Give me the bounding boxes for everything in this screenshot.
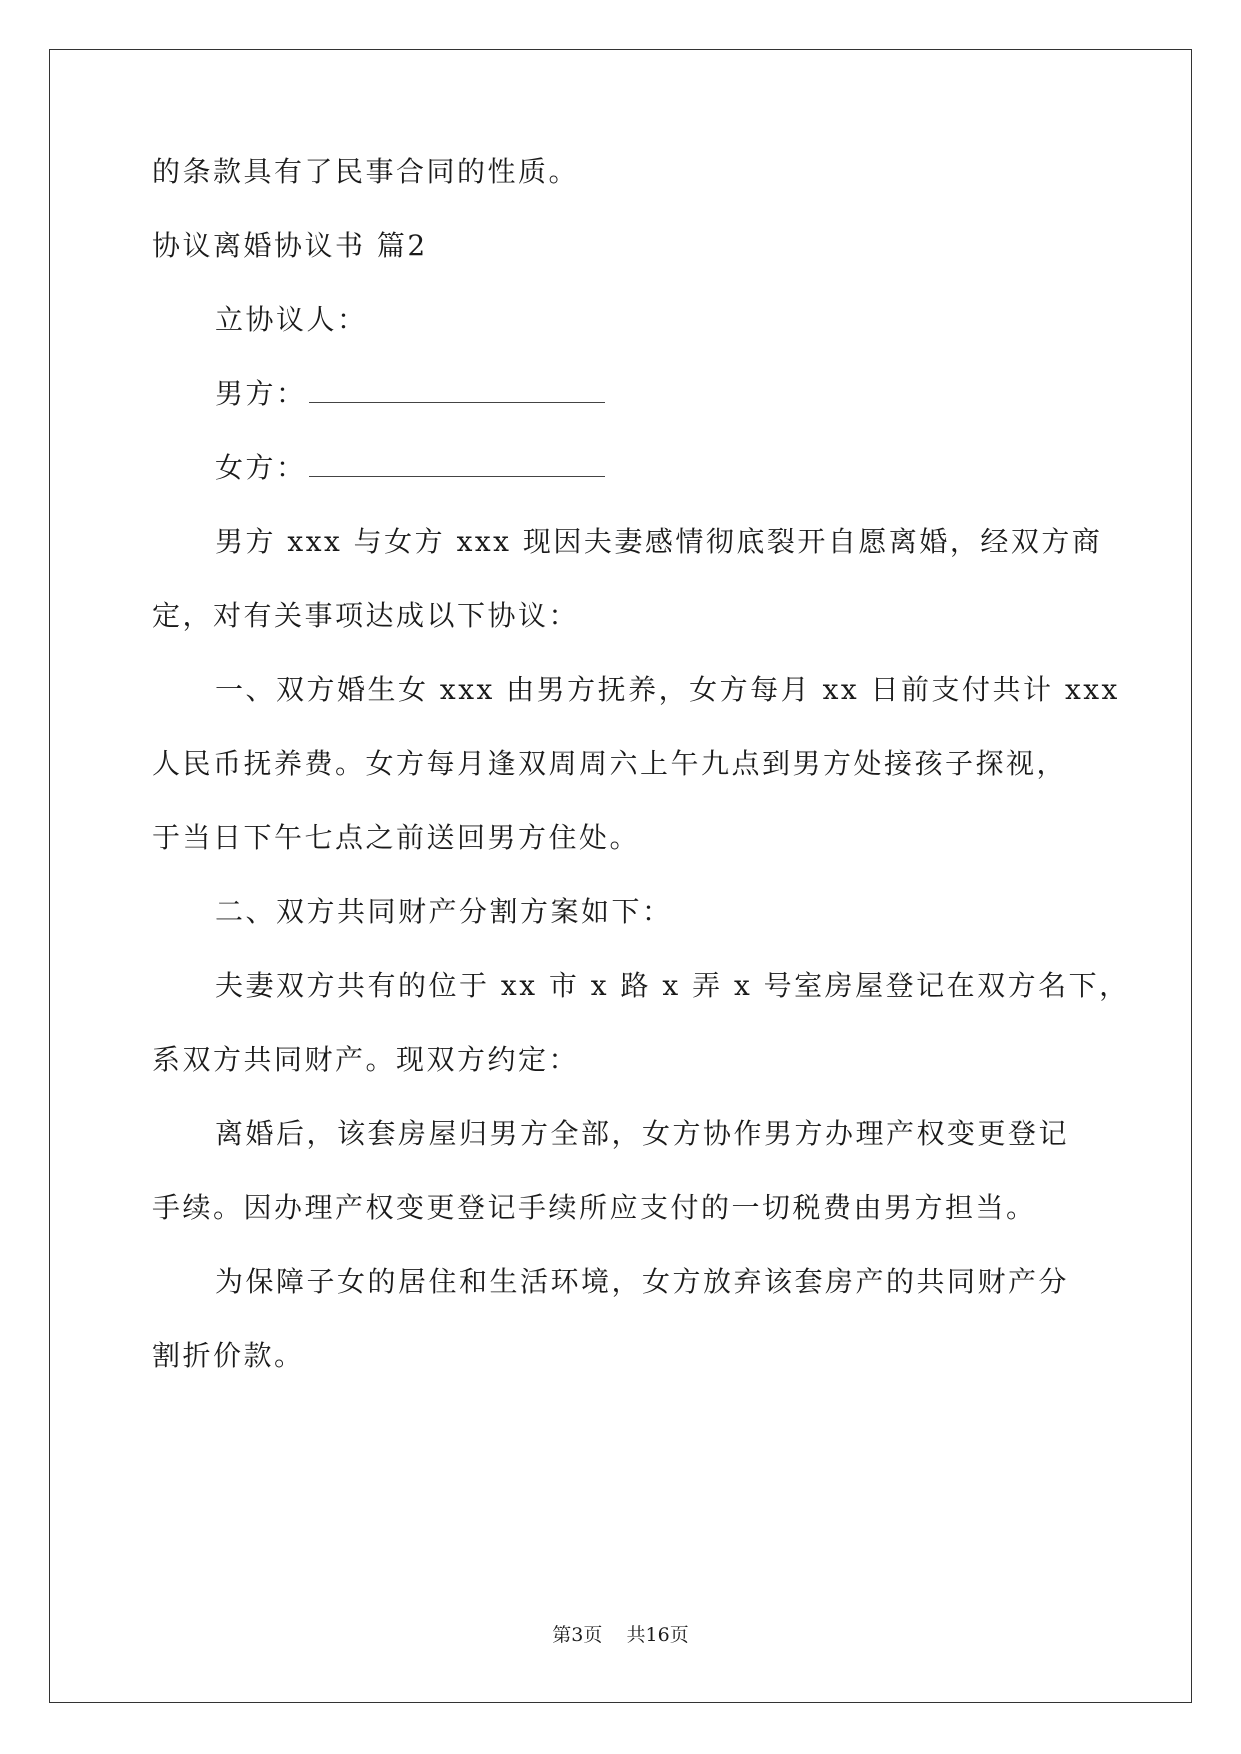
section-heading: 协议离婚协议书 篇2 xyxy=(152,229,428,262)
text-line: 立协议人： xyxy=(215,303,368,336)
page-number: 第3页 xyxy=(552,1624,603,1646)
text-line: 的条款具有了民事合同的性质。 xyxy=(152,155,580,188)
text-line: 人民币抚养费。女方每月逢双周周六上午九点到男方处接孩子探视， xyxy=(152,747,1068,780)
male-party-line xyxy=(215,377,605,410)
text-line: 割折价款。 xyxy=(152,1339,305,1372)
text-line: 男方 xxx 与女方 xxx 现因夫妻感情彻底裂开自愿离婚，经双方商 xyxy=(215,525,1103,558)
page-total: 共16页 xyxy=(626,1624,689,1646)
text-line: 夫妻双方共有的位于 xx 市 x 路 x 弄 x 号室房屋登记在双方名下， xyxy=(215,969,1130,1002)
text-line: 为保障子女的居住和生活环境，女方放弃该套房产的共同财产分 xyxy=(215,1265,1070,1298)
male-party-blank xyxy=(309,380,605,403)
text-line: 定，对有关事项达成以下协议： xyxy=(152,599,580,632)
page-frame xyxy=(49,49,1192,1703)
female-party-label: 女方： xyxy=(215,451,307,484)
female-party-blank xyxy=(309,454,605,477)
text-line: 一、双方婚生女 xxx 由男方抚养，女方每月 xx 日前支付共计 xxx xyxy=(215,673,1120,706)
page-footer xyxy=(0,1620,1241,1647)
text-line: 二、双方共同财产分割方案如下： xyxy=(215,895,673,928)
male-party-label: 男方： xyxy=(215,377,307,410)
text-line: 手续。因办理产权变更登记手续所应支付的一切税费由男方担当。 xyxy=(152,1191,1037,1224)
female-party-line xyxy=(215,451,605,484)
text-line: 于当日下午七点之前送回男方住处。 xyxy=(152,821,641,854)
text-line: 系双方共同财产。现双方约定： xyxy=(152,1043,580,1076)
text-line: 离婚后，该套房屋归男方全部，女方协作男方办理产权变更登记 xyxy=(215,1117,1070,1150)
